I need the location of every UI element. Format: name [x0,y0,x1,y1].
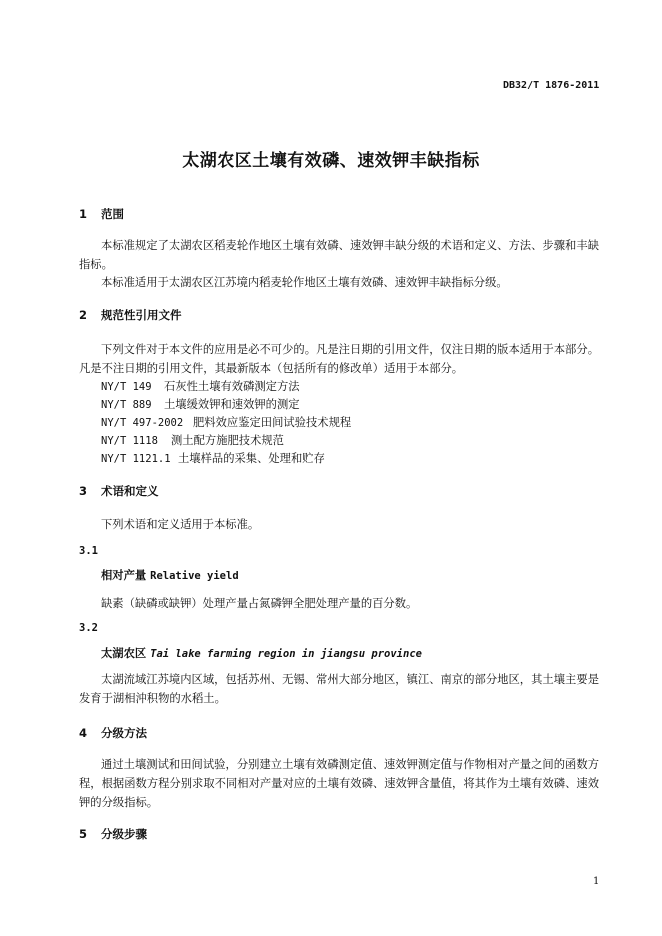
reference-name: 肥料效应鉴定田间试验技术规程 [193,416,352,429]
reference-name: 土壤缓效钾和速效钾的测定 [164,398,300,411]
reference-item [101,396,300,412]
section-3-para-1: 下列术语和定义适用于本标准。 [101,518,260,531]
term-chinese: 太湖农区 [101,647,147,660]
reference-code: NY/T 889 [101,399,152,411]
reference-item [101,450,325,466]
section-title: 范围 [101,207,124,221]
standard-code: DB32/T 1876-2011 [503,80,600,91]
document-title: 太湖农区土壤有效磷、速效钾丰缺指标 [182,151,480,171]
reference-code: NY/T 1121.1 [101,453,171,465]
reference-name: 测土配方施肥技术规范 [171,434,284,447]
term-3-2-number: 3.2 [79,622,98,634]
term-3-1-number: 3.1 [79,545,98,557]
section-2-heading [79,307,182,323]
section-3-heading [79,483,159,499]
reference-code: NY/T 1118 [101,435,158,447]
reference-item [101,414,351,430]
section-number: 5 [79,827,88,841]
term-3-1 [101,567,239,583]
reference-name: 石灰性土壤有效磷测定方法 [164,380,300,393]
term-3-2 [101,645,422,661]
section-5-heading [79,826,147,842]
term-3-2-definition: 太湖流域江苏境内区域，包括苏州、无锡、常州大部分地区，镇江、南京的部分地区，其土壤主要是发育于湖相沖积物的水稻土。 [79,673,599,705]
reference-item [101,432,284,448]
term-english: Tai lake farming region in jiangsu province [150,648,422,660]
section-number: 3 [79,484,88,498]
section-1-heading [79,206,124,222]
section-title: 分级方法 [101,726,147,740]
section-number: 2 [79,308,88,322]
reference-item [101,378,300,394]
reference-code: NY/T 497-2002 [101,417,184,429]
reference-code: NY/T 149 [101,381,152,393]
section-number: 1 [79,207,88,221]
section-1-para-2: 本标准适用于太湖农区江苏境内稻麦轮作地区土壤有效磷、速效钾丰缺指标分级。 [101,276,508,289]
section-number: 4 [79,726,88,740]
section-1-para-1: 本标准规定了太湖农区稻麦轮作地区土壤有效磷、速效钾丰缺分级的术语和定义、方法、步骤和丰缺指标。 [79,239,599,271]
section-4-para-1: 通过土壤测试和田间试验，分别建立土壤有效磷测定值、速效钾测定值与作物相对产量之间的函数方程，根据函数方程分别求取不同相对产量对应的土壤有效磷、速效钾含量值，将其作为土壤有效磷、速效钾的分级指标。 [79,758,599,809]
term-chinese: 相对产量 [101,569,147,582]
term-3-1-definition: 缺素（缺磷或缺钾）处理产量占氮磷钾全肥处理产量的百分数。 [101,597,418,610]
reference-name: 土壤样品的采集、处理和贮存 [178,452,325,465]
section-title: 术语和定义 [101,484,159,498]
section-4-heading [79,725,147,741]
section-title: 分级步骤 [101,827,147,841]
page-number: 1 [593,876,600,887]
term-english: Relative yield [150,570,239,582]
section-2-para-1: 下列文件对于本文件的应用是必不可少的。凡是注日期的引用文件，仅注日期的版本适用于本部分。凡是不注日期的引用文件，其最新版本（包括所有的修改单）适用于本部分。 [79,343,599,375]
section-title: 规范性引用文件 [101,308,182,322]
